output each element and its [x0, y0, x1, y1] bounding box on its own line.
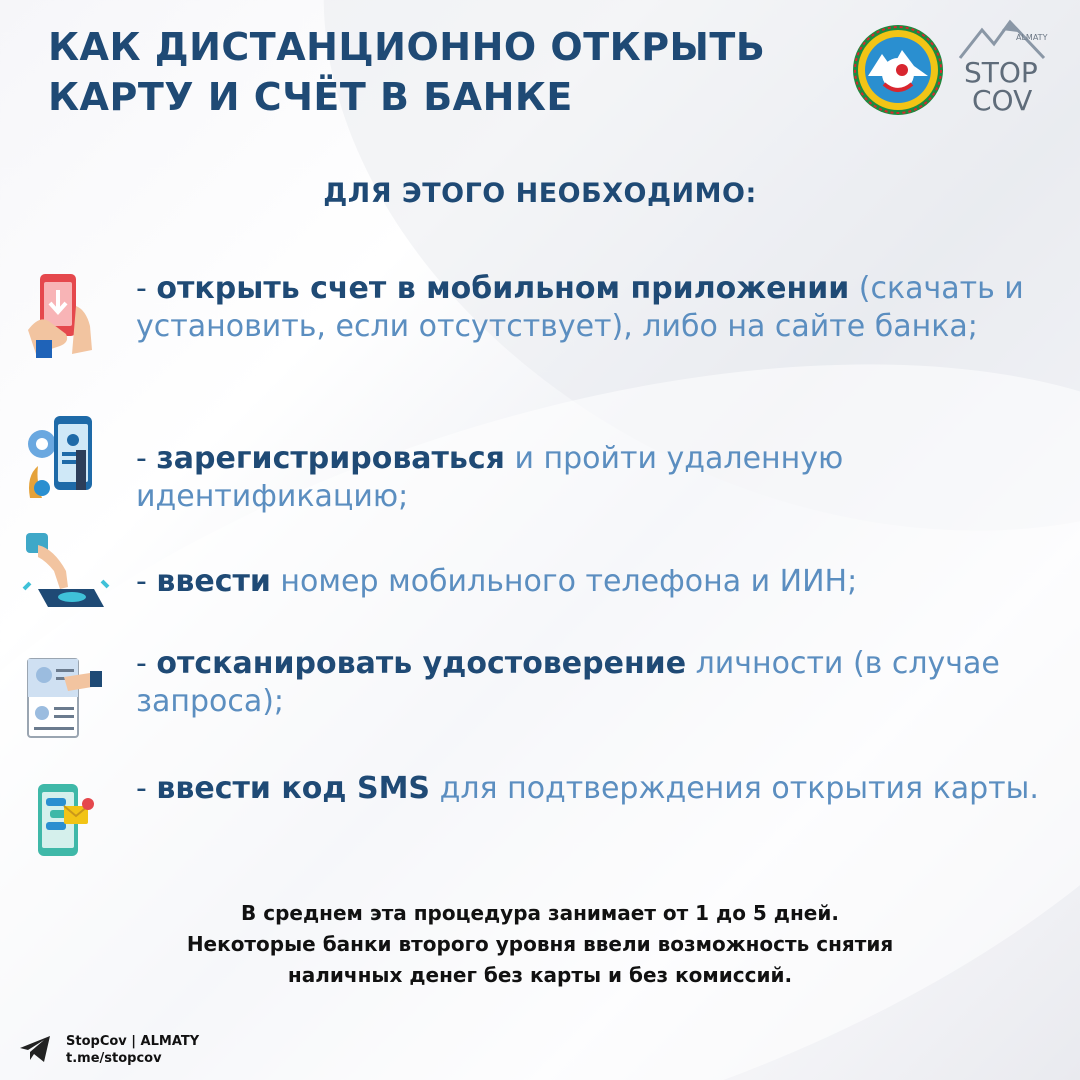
channel-link[interactable]: t.me/stopcov [66, 1051, 162, 1066]
svg-text:ALMATY: ALMATY [1016, 33, 1048, 42]
channel-name: StopCov | ALMATY [66, 1034, 200, 1049]
step-text: - ввести код SMS для подтверждения открытия карты. [136, 771, 1039, 806]
info-note: В среднем эта процедура занимает от 1 до 5 дней. Некоторые банки второго уровня ввели возможность снятия наличных денег без карты и без комиссий. [186, 901, 894, 987]
stopcov-logo-icon [952, 16, 1052, 116]
svg-text:COV: COV [972, 84, 1033, 116]
finger-tap-phone-icon [20, 527, 112, 619]
step-text: - ввести номер мобильного телефона и ИИН; [136, 564, 858, 599]
almaty-emblem-icon [852, 24, 944, 116]
id-document-scan-icon [20, 653, 112, 745]
svg-text:STOP: STOP [964, 56, 1038, 89]
telegram-icon [18, 1034, 52, 1064]
page-title: КАК ДИСТАНЦИОННО ОТКРЫТЬ КАРТУ И СЧЁТ В БАНКЕ [48, 25, 766, 119]
step-text: - отсканировать удостоверение личности (в случае запроса); [136, 646, 1000, 719]
phone-registration-icon [20, 410, 112, 502]
step-text: - зарегистрироваться и пройти удаленную идентификацию; [136, 441, 844, 514]
footer-contact [66, 1033, 199, 1067]
phone-download-icon [20, 270, 112, 362]
step-text: - открыть счет в мобильном приложении (скачать и установить, если отсутствует), либо на сайте банка; [136, 271, 1024, 344]
section-heading: ДЛЯ ЭТОГО НЕОБХОДИМО: [323, 178, 757, 209]
phone-sms-icon [20, 776, 112, 868]
